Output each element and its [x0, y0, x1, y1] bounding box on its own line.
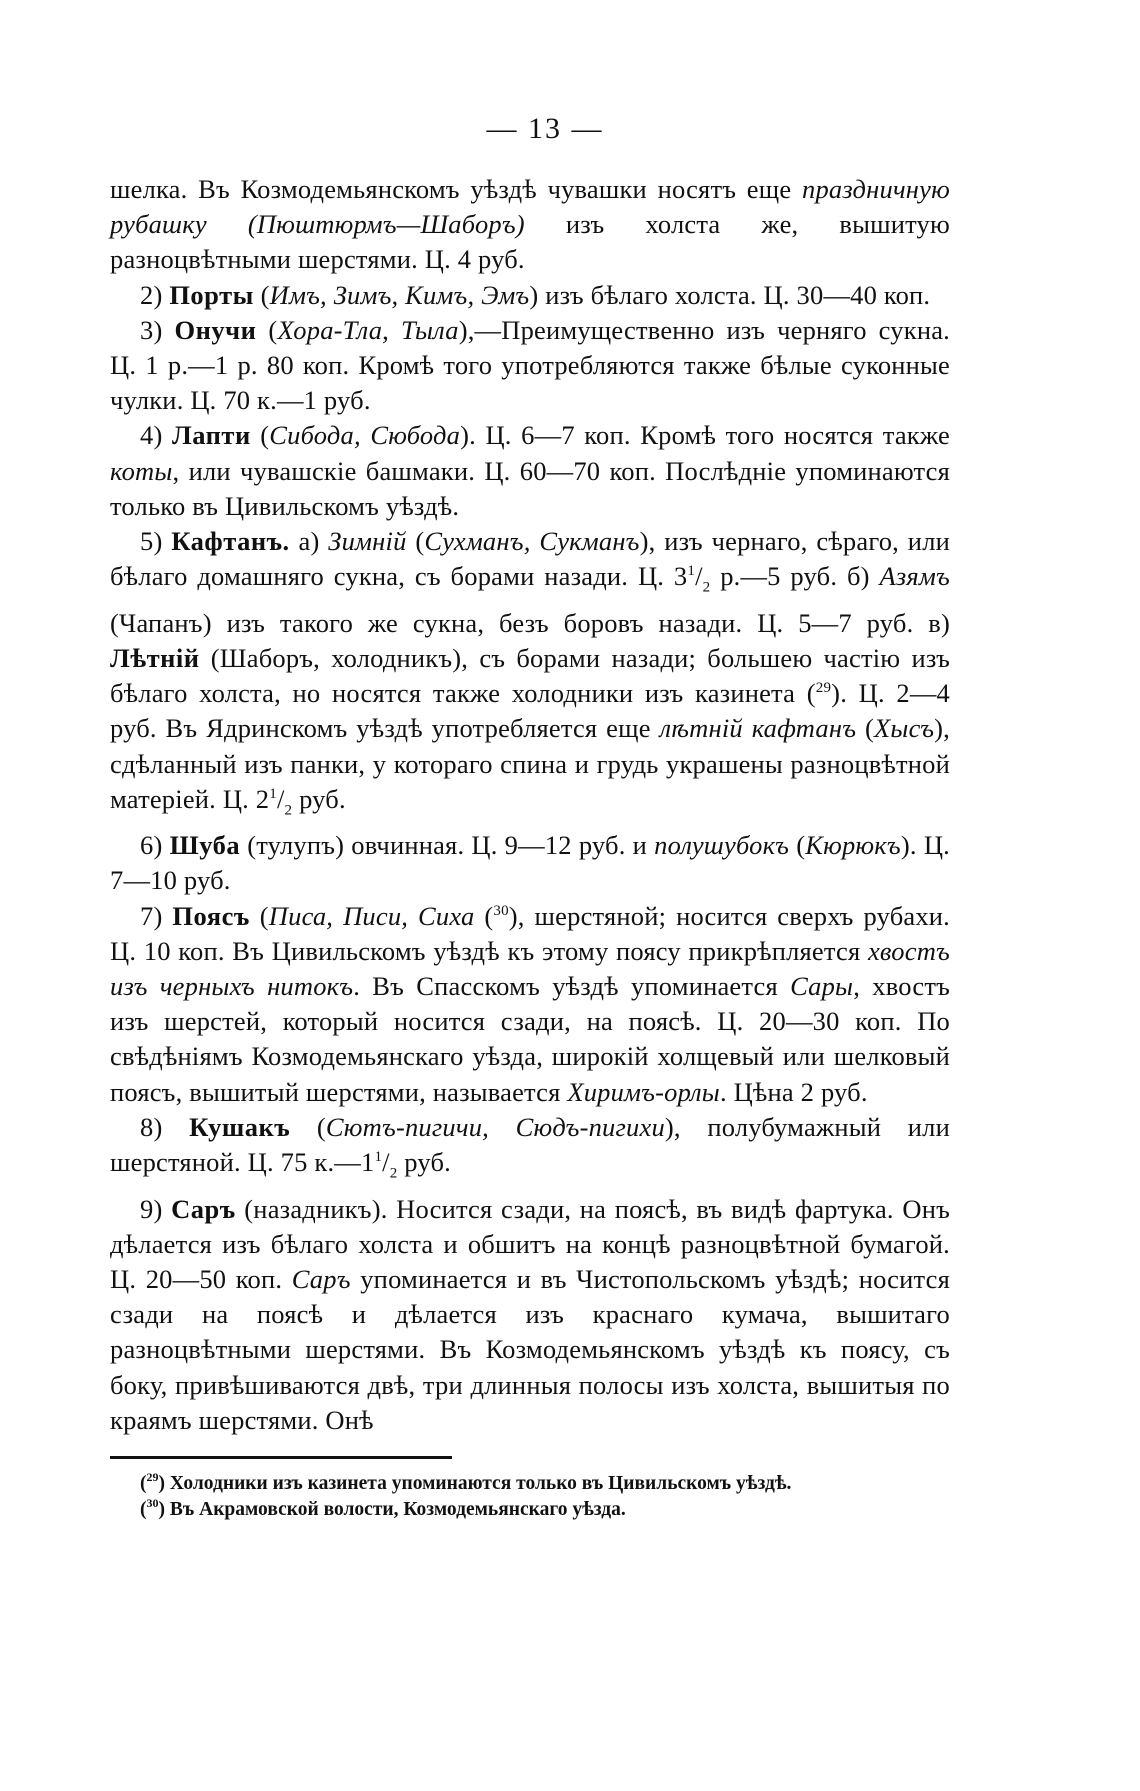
paragraph-item-6: 6) Шуба (тулупъ) овчинная. Ц. 9—12 руб. и полушубокъ (Кюрюкъ). Ц. 7—10 руб. — [110, 830, 950, 896]
page-number: — 13 — — [486, 112, 604, 145]
footnote-rule — [110, 1456, 452, 1459]
footnote-fn-29: ($^{29}$) Холодники изъ казинета упоминаются только въ Цивильскомъ уѣздѣ. — [140, 1470, 792, 1494]
paragraph-item-5: 5) Кафтанъ. а) Зимній (Сухманъ, Сукманъ), изъ чернаго, сѣраго, или бѣлаго домашняго сукна, съ борами назади. Ц. $3^1/_2$ р.—5 руб. б) Азямъ (Чапанъ) изъ такого же сукна, безъ боровъ назади. Ц. 5—7 руб. в) Лѣтній (Шаборъ, холодникъ), съ борами назади; большею частію изъ бѣлаго холста, но носятся также холодники изъ казинета ($^{29}$). Ц. 2—4 руб. Въ Ядринскомъ уѣздѣ употребляется еще лѣтній кафтанъ (Хысъ), сдѣланный изъ панки, у котораго спина и грудь украшены разноцвѣтной матеріей. Ц. $2^1/_2$ руб. — [110, 526, 951, 819]
footnotes — [110, 1471, 950, 1523]
main-text — [110, 172, 950, 1438]
paragraph-cont: шелка. Въ Козмодемьянскомъ уѣздѣ чувашки носятъ еще праздничную рубашку (Пюштюрмъ—Шаборъ) изъ холста же, вышитую разноцвѣтными шерстями. Ц. 4 руб. — [110, 174, 951, 275]
paragraph-item-3: 3) Онучи (Хора-Тла, Тыла),—Преимущественно изъ черняго сукна. Ц. 1 р.—1 р. 80 коп. Кромѣ того употребляются также бѣлые суконные чулки. Ц. 70 к.—1 руб. — [110, 314, 950, 416]
footnote-fn-30: ($^{30}$) Въ Акрамовской волости, Козмодемьянскаго уѣзда. — [140, 1496, 626, 1520]
paragraph-item-7: 7) Поясъ (Писа, Писи, Сиха ($^{30}$), шерстяной; носится сверхъ рубахи. Ц. 10 коп. Въ Цивильскомъ уѣздѣ къ этому поясу прикрѣпляется хвостъ изъ черныхъ нитокъ. Въ Спасскомъ уѣздѣ упоминается Сары, хвостъ изъ шерстей, который носится сзади, на поясѣ. Ц. 20—30 коп. По свѣдѣніямъ Козмодемьянскаго уѣзда, широкій холщевый или шелковый поясъ, вышитый шерстями, называется Хиримъ-орлы. Цѣна 2 руб. — [110, 900, 951, 1107]
paragraph-item-2: 2) Порты (Имъ, Зимъ, Кимъ, Эмъ) изъ бѣлаго холста. Ц. 30—40 коп. — [140, 279, 931, 310]
paragraph-item-4: 4) Лапти (Сибода, Сюбода). Ц. 6—7 коп. Кромѣ того носятся также коты, или чувашскіе башмаки. Ц. 60—70 коп. Послѣдніе упоминаются только въ Цивильскомъ уѣздѣ. — [110, 420, 950, 521]
paragraph-item-8: 8) Кушакъ (Сютъ-пигичи, Сюдъ-пигихи), полубумажный или шерстяной. Ц. 75 $к.—1^1/_2$ руб. — [110, 1111, 950, 1182]
paragraph-item-9: 9) Саръ (назадникъ). Носится сзади, на поясѣ, въ видѣ фартука. Онъ дѣлается изъ бѣлаго холста и обшитъ на концѣ разноцвѣтной бумагой. Ц. 20—50 коп. Саръ упоминается и въ Чистопольскомъ уѣздѣ; носится сзади на поясѣ и дѣлается изъ краснаго кумача, вышитаго разноцвѣтными шерстями. Въ Козмодемьянскомъ уѣздѣ къ поясу, съ боку, привѣшиваются двѣ, три длинныя полосы изъ холста, вышитыя по краямъ шерстями. Онѣ — [110, 1193, 950, 1435]
